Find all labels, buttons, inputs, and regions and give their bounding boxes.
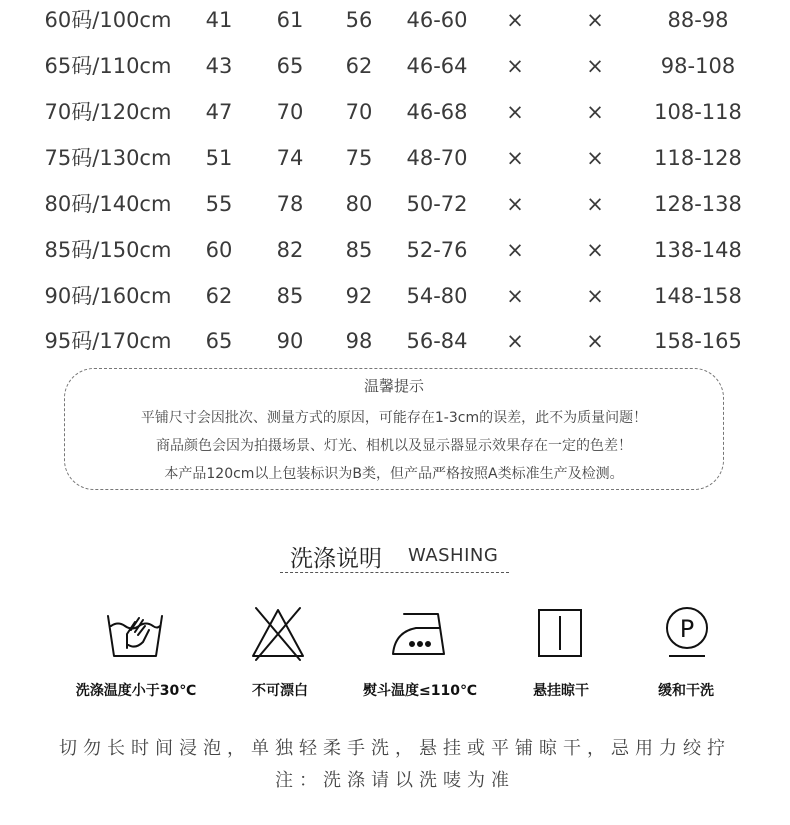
- col3-cell: 80: [345, 192, 373, 216]
- col5-cell: ×: [506, 146, 524, 170]
- table-row: [0, 235, 790, 265]
- col5-cell: ×: [506, 329, 524, 353]
- col3-cell: 62: [345, 54, 373, 78]
- do-not-bleach-label: 不可漂白: [252, 683, 308, 699]
- col4-cell: 46-60: [406, 8, 468, 32]
- tips-title: 温馨提示: [363, 377, 424, 395]
- col3-cell: 70: [345, 100, 373, 124]
- col4-cell: 48-70: [406, 146, 468, 170]
- col6-cell: ×: [586, 192, 604, 216]
- col7-cell: 88-98: [667, 8, 729, 32]
- col1-cell: 55: [205, 192, 233, 216]
- col7-cell: 98-108: [660, 54, 736, 78]
- col6-cell: ×: [586, 100, 604, 124]
- col1-cell: 43: [205, 54, 233, 78]
- col1-cell: 62: [205, 284, 233, 308]
- table-row: [0, 5, 790, 35]
- col7-cell: 128-138: [654, 192, 742, 216]
- table-row: [0, 143, 790, 173]
- col3-cell: 56: [345, 8, 373, 32]
- size-cell: 95码/170cm: [44, 329, 172, 353]
- tips-box: [64, 368, 724, 490]
- col2-cell: 82: [276, 238, 304, 262]
- washing-title-zh: 洗涤说明: [290, 546, 382, 572]
- col5-cell: ×: [506, 238, 524, 262]
- col4-cell: 52-76: [406, 238, 468, 262]
- dry-clean-icon: [657, 604, 717, 662]
- col2-cell: 74: [276, 146, 304, 170]
- col7-cell: 108-118: [654, 100, 742, 124]
- dry-clean-label: 缓和干洗: [658, 683, 714, 699]
- washing-title-en: WASHING: [408, 545, 499, 566]
- col3-cell: 75: [345, 146, 373, 170]
- col5-cell: ×: [506, 284, 524, 308]
- col5-cell: ×: [506, 100, 524, 124]
- col1-cell: 60: [205, 238, 233, 262]
- col7-cell: 148-158: [654, 284, 742, 308]
- size-cell: 60码/100cm: [44, 8, 172, 32]
- col2-cell: 90: [276, 329, 304, 353]
- tips-line: 平铺尺寸会因批次、测量方式的原因，可能存在1-3cm的误差，此不为质量问题！: [140, 410, 648, 426]
- col5-cell: ×: [506, 192, 524, 216]
- tips-line: 商品颜色会因为拍摄场景、灯光、相机以及显示器显示效果存在一定的色差！: [156, 438, 632, 454]
- col7-cell: 158-165: [654, 329, 742, 353]
- hand-wash-label: 洗涤温度小于30℃: [75, 683, 197, 699]
- col2-cell: 65: [276, 54, 304, 78]
- col6-cell: ×: [586, 329, 604, 353]
- size-cell: 75码/130cm: [44, 146, 172, 170]
- washing-note: 切勿长时间浸泡，单独轻柔手洗，悬挂或平铺晾干，忌用力绞拧: [59, 738, 731, 759]
- col7-cell: 118-128: [654, 146, 742, 170]
- col4-cell: 46-68: [406, 100, 468, 124]
- do-not-bleach-icon: [248, 604, 308, 662]
- col5-cell: ×: [506, 54, 524, 78]
- line-dry-icon: [530, 604, 590, 662]
- size-cell: 85码/150cm: [44, 238, 172, 262]
- size-cell: 80码/140cm: [44, 192, 172, 216]
- table-row: [0, 189, 790, 219]
- col7-cell: 138-148: [654, 238, 742, 262]
- washing-heading: [280, 540, 509, 573]
- svg-text:P: P: [679, 615, 695, 643]
- col3-cell: 85: [345, 238, 373, 262]
- col3-cell: 98: [345, 329, 373, 353]
- col1-cell: 65: [205, 329, 233, 353]
- size-cell: 65码/110cm: [44, 54, 172, 78]
- size-cell: 90码/160cm: [44, 284, 172, 308]
- col5-cell: ×: [506, 8, 524, 32]
- col1-cell: 41: [205, 8, 233, 32]
- col1-cell: 47: [205, 100, 233, 124]
- col2-cell: 85: [276, 284, 304, 308]
- line-dry-label: 悬挂晾干: [533, 683, 589, 699]
- table-row: [0, 97, 790, 127]
- col6-cell: ×: [586, 238, 604, 262]
- col4-cell: 46-64: [406, 54, 468, 78]
- col6-cell: ×: [586, 54, 604, 78]
- hand-wash-icon: [105, 604, 165, 662]
- table-row: [0, 326, 790, 356]
- col6-cell: ×: [586, 146, 604, 170]
- col6-cell: ×: [586, 8, 604, 32]
- iron-icon: [390, 604, 450, 662]
- size-cell: 70码/120cm: [44, 100, 172, 124]
- iron-label: 熨斗温度≤110℃: [363, 683, 477, 699]
- col3-cell: 92: [345, 284, 373, 308]
- col4-cell: 50-72: [406, 192, 468, 216]
- col4-cell: 56-84: [406, 329, 468, 353]
- col2-cell: 78: [276, 192, 304, 216]
- table-row: [0, 281, 790, 311]
- col2-cell: 61: [276, 8, 304, 32]
- col1-cell: 51: [205, 146, 233, 170]
- col6-cell: ×: [586, 284, 604, 308]
- col2-cell: 70: [276, 100, 304, 124]
- col4-cell: 54-80: [406, 284, 468, 308]
- tips-line: 本产品120cm以上包装标识为B类，但产品严格按照A类标准生产及检测。: [164, 466, 624, 482]
- table-row: [0, 51, 790, 81]
- washing-note-footnote: 注：洗涤请以洗唛为准: [275, 770, 515, 791]
